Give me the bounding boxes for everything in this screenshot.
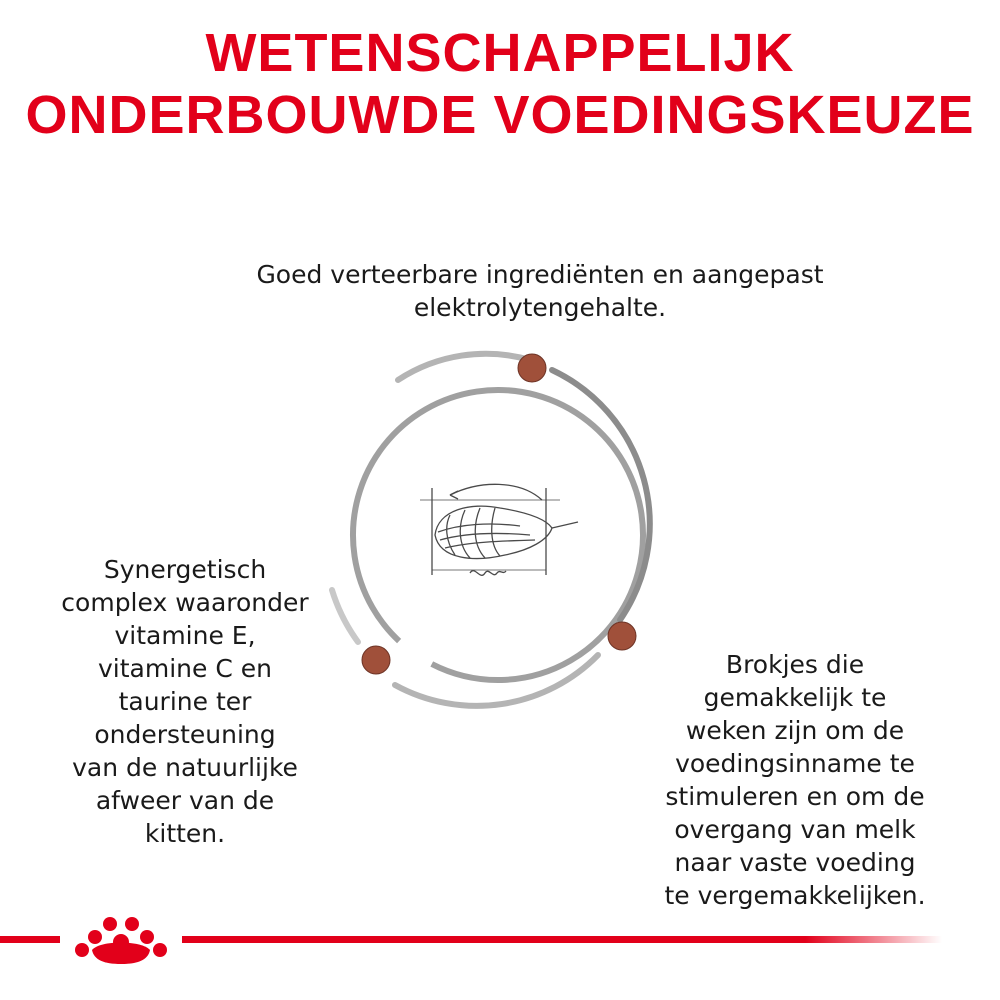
benefit-kibble-line-4: voedingsinname te — [675, 749, 915, 778]
benefit-kibble-line-7: naar vaste voeding — [674, 848, 916, 877]
benefit-immune-support — [40, 553, 330, 850]
benefit-digestibility — [200, 258, 880, 324]
benefit-immune-line-2: complex waaronder — [61, 588, 309, 617]
benefit-immune-line-4: vitamine C en — [98, 654, 272, 683]
headline — [0, 22, 1000, 146]
benefit-immune-line-7: van de natuurlijke — [72, 753, 298, 782]
marker-dot-right — [608, 622, 636, 650]
outer-arc-upper — [398, 354, 530, 380]
footer-brand-bar — [0, 900, 1000, 980]
footer-line-right — [182, 936, 942, 943]
benefit-immune-line-1: Synergetisch — [103, 555, 267, 584]
marker-dot-top — [518, 354, 546, 382]
benefit-kibble-line-5: stimuleren en om de — [665, 782, 925, 811]
marker-dot-left — [362, 646, 390, 674]
benefit-kibble-line-3: weken zijn om de — [685, 716, 905, 745]
kibble-sketch-icon — [420, 484, 578, 575]
benefit-digestibility-line-2: elektrolytengehalte. — [413, 293, 667, 322]
benefit-kibble-line-1: Brokjes die — [725, 650, 865, 679]
benefit-rehydratable-kibble — [640, 648, 950, 912]
benefit-kibble-line-2: gemakkelijk te — [703, 683, 887, 712]
headline-line-2: ONDERBOUWDE VOEDINGSKEUZE — [25, 85, 975, 145]
headline-line-1: WETENSCHAPPELIJK — [205, 23, 795, 83]
benefit-immune-line-5: taurine ter — [118, 687, 252, 716]
benefit-immune-line-9: kitten. — [144, 819, 226, 848]
outer-arc-left — [332, 590, 358, 642]
benefit-kibble-line-6: overgang van melk — [674, 815, 916, 844]
benefit-digestibility-line-1: Goed verteerbare ingrediënten en aangepast — [256, 260, 824, 289]
benefit-immune-line-8: afweer van de — [95, 786, 275, 815]
benefit-immune-line-3: vitamine E, — [114, 621, 256, 650]
benefit-kibble-line-8: te vergemakkelijken. — [664, 881, 926, 910]
benefit-immune-line-6: ondersteuning — [94, 720, 276, 749]
royal-canin-crown-icon — [75, 917, 167, 964]
benefits-diagram — [320, 340, 690, 710]
footer-line-left — [0, 936, 60, 943]
